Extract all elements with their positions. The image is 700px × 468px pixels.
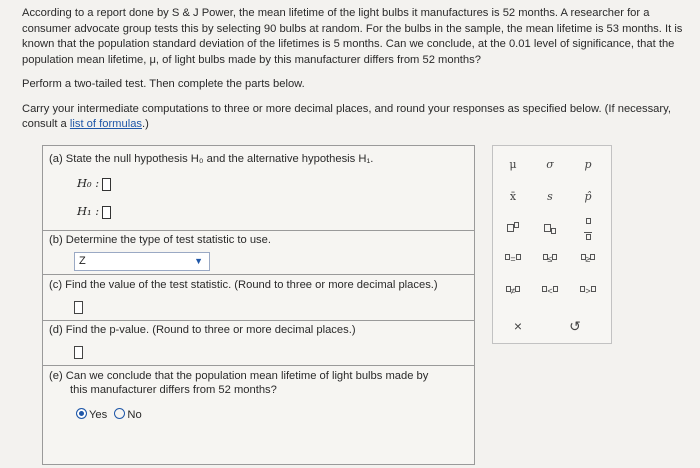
yes-label: Yes: [89, 409, 108, 421]
greater-equal-button[interactable]: ≥: [575, 254, 601, 264]
undo-button[interactable]: [564, 318, 586, 335]
fraction-button[interactable]: [577, 218, 599, 242]
rounding-paragraph: Carry your intermediate computations to three or more decimal places, and round your responses as specified below. (If necessary, consult a list of formulas.): [22, 102, 671, 130]
x-bar-button[interactable]: x̄: [509, 190, 517, 203]
selected-statistic: Z: [79, 255, 86, 267]
subscript-box-icon: [551, 228, 556, 234]
h1-label: H₁ :: [77, 204, 100, 218]
superscript-button[interactable]: [502, 222, 524, 234]
p-hat-button[interactable]: p̂: [584, 190, 592, 203]
less-than-button[interactable]: <: [537, 286, 563, 296]
p-button[interactable]: p: [584, 158, 592, 171]
h1-input[interactable]: [102, 206, 111, 219]
part-d-label: (d) Find the p-value. (Round to three or more decimal places.): [49, 324, 356, 336]
part-e-label-line2: this manufacturer differs from 52 months?: [70, 384, 277, 396]
mu-button[interactable]: μ: [509, 158, 517, 171]
equals-button[interactable]: =: [500, 254, 526, 264]
problem-statement: [22, 6, 684, 142]
instruction-paragraph: Perform a two-tailed test. Then complete the parts below.: [22, 78, 305, 90]
list-of-formulas-link[interactable]: list of formulas: [69, 118, 143, 130]
h0-label: H₀ :: [77, 176, 100, 190]
close-icon: ×: [513, 318, 523, 334]
denominator-box-icon: [586, 234, 591, 240]
divider: [43, 274, 474, 275]
s-button[interactable]: s: [547, 190, 553, 203]
part-c-label: (c) Find the value of the test statistic. (Round to three or more decimal places.): [49, 279, 438, 291]
symbol-palette: [492, 145, 612, 344]
box-icon: [507, 224, 514, 232]
no-radio[interactable]: [114, 408, 125, 419]
test-statistic-type-select[interactable]: [74, 252, 210, 271]
clear-button[interactable]: [507, 318, 529, 334]
null-hypothesis-row: [77, 176, 111, 191]
superscript-box-icon: [514, 222, 519, 228]
part-b-label: (b) Determine the type of test statistic to use.: [49, 234, 271, 246]
test-statistic-input[interactable]: [74, 301, 83, 314]
alt-hypothesis-row: [77, 204, 111, 219]
part-e-label: (e) Can we conclude that the population mean lifetime of light bulbs made by: [49, 370, 429, 382]
problem-paragraph: According to a report done by S & J Power, the mean lifetime of the light bulbs it manufactures is 52 months. A researcher for a consumer advocate group tests this by selecting 90 bulbs at random. For the bulbs in the sample, the mean lifetime is 53 months. It is known that the population standard deviation of the lifetimes is 5 months. Can we conclude, at the 0.01 level of significance, that the population mean lifetime, μ, of light bulbs made by this manufacturer differs from 52 months?: [22, 7, 683, 66]
greater-than-button[interactable]: >: [575, 286, 601, 296]
subscript-button[interactable]: [539, 222, 561, 234]
part-a-label: (a) State the null hypothesis H₀ and the alternative hypothesis H₁.: [49, 153, 374, 165]
yes-radio[interactable]: [76, 408, 87, 419]
less-equal-button[interactable]: ≤: [537, 254, 563, 264]
chevron-down-icon: ▼: [194, 256, 203, 266]
not-equal-button[interactable]: ≠: [500, 286, 526, 296]
numerator-box-icon: [586, 218, 591, 224]
sigma-button[interactable]: σ: [546, 158, 554, 171]
p-value-input[interactable]: [74, 346, 83, 359]
undo-icon: ↺: [569, 318, 581, 334]
divider: [43, 320, 474, 321]
box-icon: [544, 224, 551, 232]
conclusion-radio-group: [76, 408, 474, 421]
divider: [43, 230, 474, 231]
fraction-bar-icon: [584, 232, 592, 233]
h0-input[interactable]: [102, 178, 111, 191]
answer-panel: [42, 145, 475, 465]
divider: [43, 365, 474, 366]
no-label: No: [127, 409, 142, 421]
